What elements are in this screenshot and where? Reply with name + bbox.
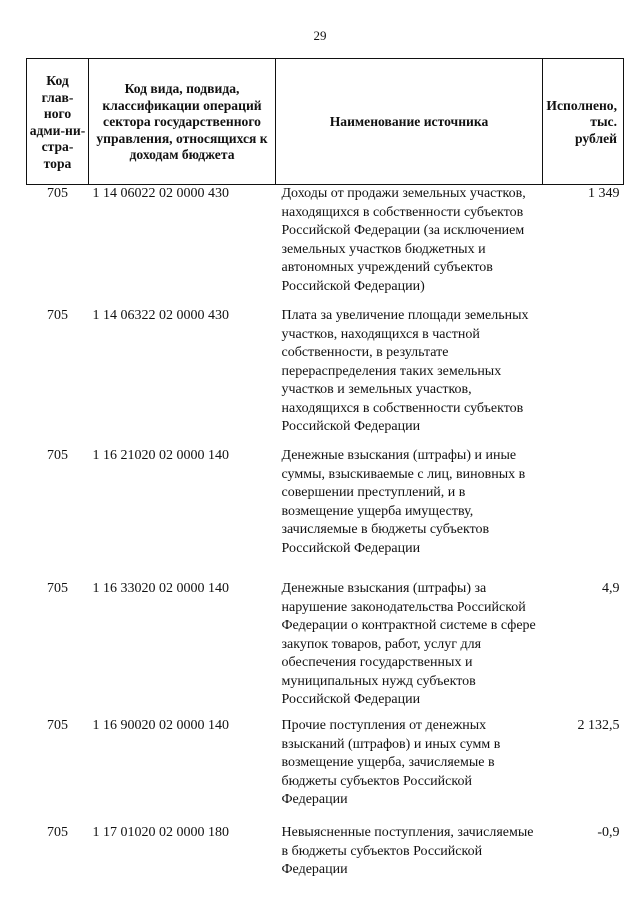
executed-amount-cell: 4,9 [602, 581, 620, 596]
table-row [27, 717, 624, 824]
source-name-cell: Доходы от продажи земельных участков, находящихся в собственности субъектов Российской Федерации (за исключением земельных участков бюджетных и автономных учреждений субъектов Российской Федерации) [281, 186, 526, 294]
source-name-cell: Невыясненные поступления, зачисляемые в бюджеты субъектов Российской Федерации [281, 825, 534, 877]
table-row [27, 185, 624, 308]
executed-amount-cell [543, 307, 624, 447]
admin-code-cell: 705 [47, 581, 68, 596]
table-row [27, 580, 624, 717]
admin-code-cell: 705 [47, 186, 68, 201]
source-name-cell: Плата за увеличение площади земельных участков, находящихся в частной собственности, в результате перераспределения таких земельных участков и земельных участков, находящихся в собственности субъектов Российской Федерации [281, 308, 529, 434]
page-number: 29 [313, 28, 327, 43]
executed-amount-cell [543, 447, 624, 580]
table-row [27, 307, 624, 447]
table-row [27, 824, 624, 884]
admin-code-cell: 705 [47, 718, 68, 733]
admin-code-cell: 705 [47, 308, 68, 323]
header-admin-code: Код глав-ного адми-ни-стра-тора [27, 59, 89, 185]
executed-amount-cell: 1 349 [588, 186, 620, 201]
revenue-table [26, 58, 624, 884]
admin-code-cell: 705 [47, 825, 68, 840]
classification-code-cell: 1 16 33020 02 0000 140 [92, 581, 229, 596]
executed-amount-cell: 2 132,5 [577, 718, 620, 733]
table-header-row [27, 59, 624, 185]
header-source-name: Наименование источника [276, 59, 543, 185]
admin-code-cell: 705 [47, 448, 68, 463]
classification-code-cell: 1 16 90020 02 0000 140 [92, 718, 229, 733]
source-name-cell: Денежные взыскания (штрафы) за нарушение законодательства Российской Федерации о контрактной системе в сфере закупок товаров, работ, услуг для обеспечения государственных и муниципальных нужд субъектов Российской Федерации [281, 581, 536, 707]
executed-amount-cell: -0,9 [597, 825, 620, 840]
classification-code-cell: 1 14 06022 02 0000 430 [92, 186, 229, 201]
classification-code-cell: 1 14 06322 02 0000 430 [92, 308, 229, 323]
header-classification-code: Код вида, подвида, классификации операций сектора государственного управления, относящихся к доходам бюджета [89, 59, 276, 185]
classification-code-cell: 1 17 01020 02 0000 180 [92, 825, 229, 840]
table-row [27, 447, 624, 580]
classification-code-cell: 1 16 21020 02 0000 140 [92, 448, 229, 463]
header-executed: Исполнено, тыс. рублей [543, 59, 624, 185]
source-name-cell: Прочие поступления от денежных взысканий (штрафов) и иных сумм в возмещение ущерба, зачисляемые в бюджеты субъектов Российской Федерации [281, 718, 501, 807]
source-name-cell: Денежные взыскания (штрафы) и иные суммы, взыскиваемые с лиц, виновных в совершении преступлений, и в возмещение ущерба имуществу, зачисляемые в бюджеты субъектов Российской Федерации [281, 448, 526, 556]
